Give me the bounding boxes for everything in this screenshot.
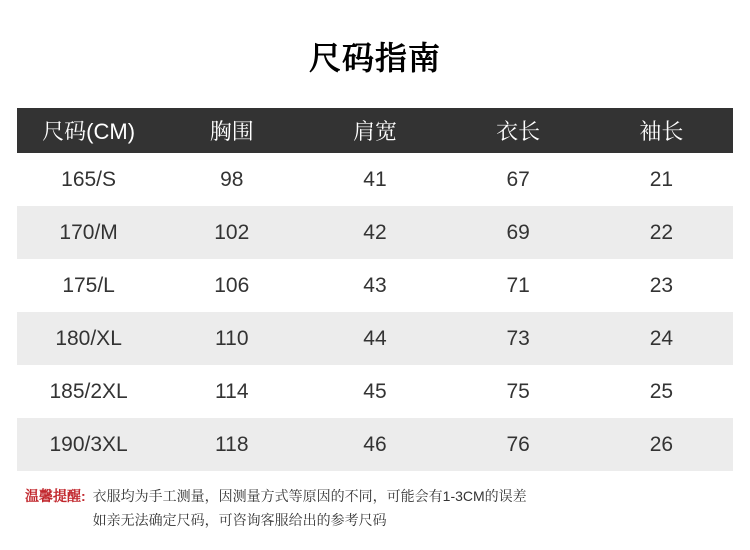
cell-shoulder: 45 xyxy=(363,379,387,403)
cell-sleeve: 21 xyxy=(649,167,674,191)
cell-chest: 110 xyxy=(215,326,249,350)
cell-shoulder: 42 xyxy=(363,220,387,244)
cell-length: 75 xyxy=(506,379,530,403)
cell-chest: 98 xyxy=(220,167,244,191)
cell-sleeve: 22 xyxy=(649,220,674,244)
cell-sleeve: 26 xyxy=(649,432,674,456)
size-chart-body xyxy=(17,153,733,471)
cell-length: 71 xyxy=(506,273,530,297)
cell-shoulder: 46 xyxy=(363,432,387,456)
cell-chest: 114 xyxy=(215,379,249,403)
cell-size: 170/M xyxy=(59,220,118,244)
cell-size: 165/S xyxy=(61,167,117,191)
cell-sleeve: 25 xyxy=(649,379,674,403)
cell-sleeve: 23 xyxy=(649,273,674,297)
note-line-2: 如亲无法确定尺码，可咨询客服给出的参考尺码 xyxy=(92,512,387,528)
cell-shoulder: 44 xyxy=(363,326,387,350)
cell-length: 73 xyxy=(506,326,530,350)
table-row xyxy=(17,153,733,206)
page-title: 尺码指南 xyxy=(308,40,441,76)
table-row xyxy=(17,312,733,365)
cell-chest: 106 xyxy=(214,273,250,297)
cell-size: 180/XL xyxy=(55,326,122,350)
col-header-size: 尺码(CM) xyxy=(17,108,160,153)
cell-length: 69 xyxy=(506,220,530,244)
col-header-length: 衣长 xyxy=(447,108,590,153)
col-header-chest: 胸围 xyxy=(160,108,303,153)
cell-length: 76 xyxy=(506,432,530,456)
cell-size: 190/3XL xyxy=(49,432,128,456)
table-row xyxy=(17,259,733,312)
cell-shoulder: 43 xyxy=(363,273,387,297)
note-text xyxy=(93,484,527,532)
cell-chest: 102 xyxy=(214,220,250,244)
note-label: 温馨提醒: xyxy=(25,488,86,504)
cell-length: 67 xyxy=(506,167,530,191)
cell-chest: 118 xyxy=(215,432,249,456)
cell-shoulder: 41 xyxy=(363,167,387,191)
note-line-1: 衣服均为手工测量，因测量方式等原因的不同，可能会有1-3CM的误差 xyxy=(92,488,527,504)
cell-size: 175/L xyxy=(62,273,115,297)
size-chart-table xyxy=(17,108,733,471)
cell-sleeve: 24 xyxy=(649,326,674,350)
header-row xyxy=(17,108,733,153)
col-header-sleeve: 袖长 xyxy=(590,108,733,153)
measurement-note xyxy=(25,484,730,532)
table-row xyxy=(17,418,733,471)
col-header-shoulder: 肩宽 xyxy=(303,108,446,153)
size-chart-header xyxy=(17,108,733,153)
table-row xyxy=(17,206,733,259)
table-row xyxy=(17,365,733,418)
cell-size: 185/2XL xyxy=(49,379,128,403)
